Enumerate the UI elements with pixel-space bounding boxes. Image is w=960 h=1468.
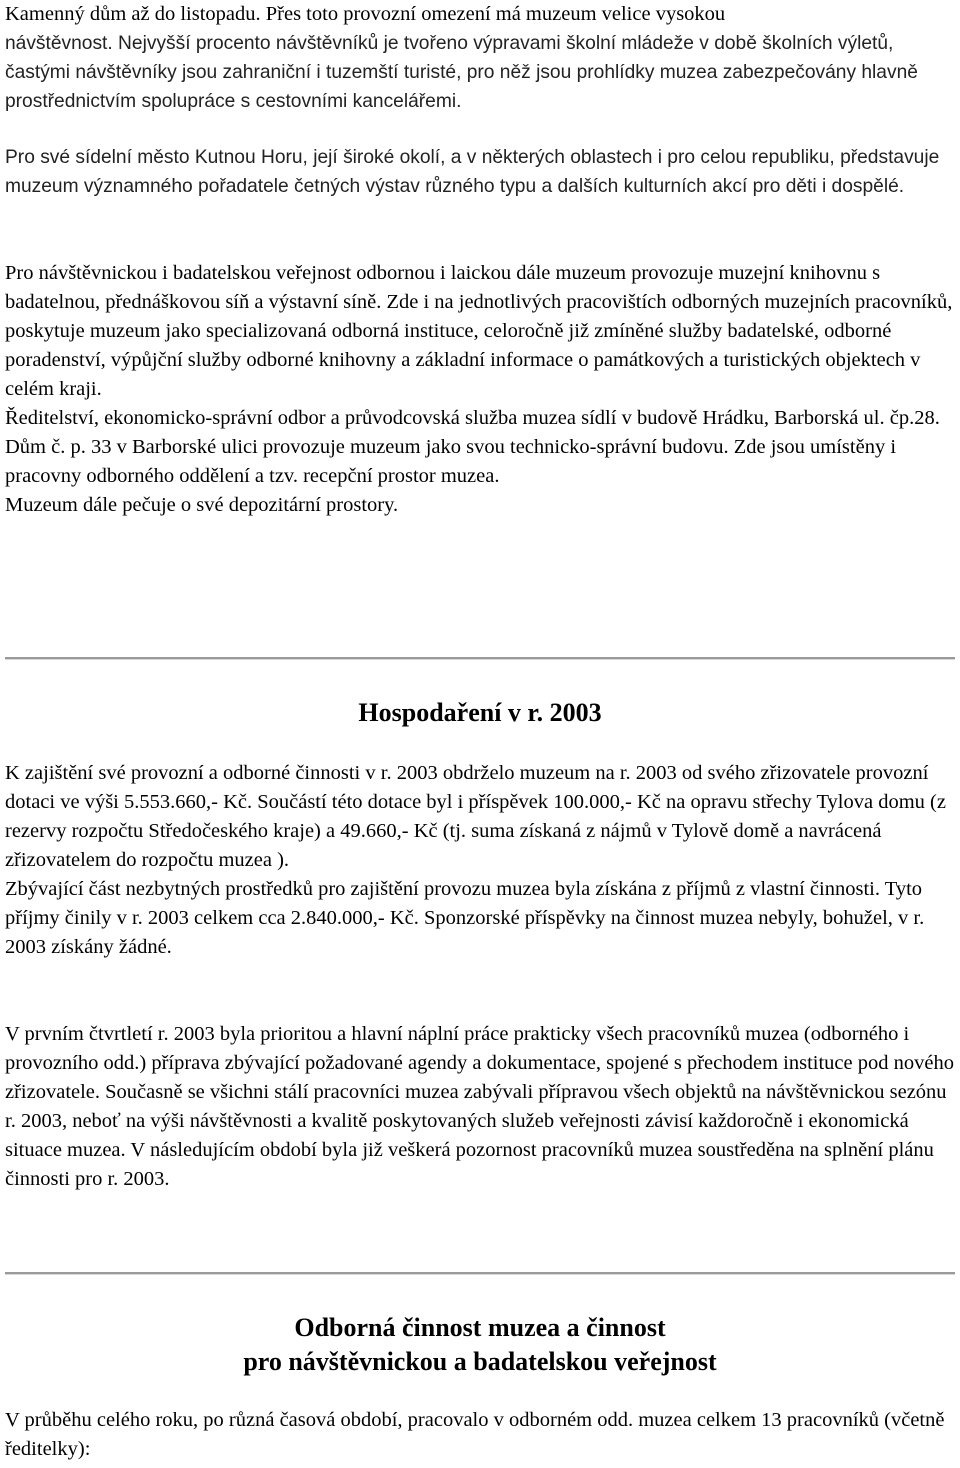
- activity-paragraph-1: V průběhu celého roku, po různá časová období, pracovalo v odborném odd. muzea celkem 13 pracovníků (včetně ředitelky):: [5, 1409, 945, 1460]
- paragraph-house-33: Dům č. p. 33 v Barborské ulici provozuje muzeum jako svou technicko-správní budovu. Zde jsou umístěny i pracovny odborného oddělení a tzv. recepční prostor muzea.: [5, 436, 897, 487]
- paragraph-city: [5, 143, 955, 201]
- section-divider-1: [5, 657, 955, 660]
- section-title-activity-line-2: pro návštěvnickou a badatelskou veřejnost: [243, 1347, 717, 1376]
- section-title-activity-line-1: Odborná činnost muzea a činnost: [294, 1313, 666, 1342]
- section-divider-2: [5, 1272, 955, 1275]
- paragraph-services: [5, 259, 955, 520]
- economy-section: [5, 759, 955, 962]
- economy-paragraph-2: Zbývající část nezbytných prostředků pro zajištění provozu muzea byla získána z příjmů z vlastní činnosti. Tyto příjmy činily v r. 2003 celkem cca 2.840.000,- Kč. Sponzorské příspěvky na činnost muzea nebyly, bohužel, v r. 2003 získány žádné.: [5, 878, 925, 958]
- economy-paragraph-3: V prvním čtvrtletí r. 2003 byla prioritou a hlavní náplní práce prakticky všech pracovníků muzea (odborného i provozního odd.) příprava zbývající požadované agendy a dokumentace, spojené s přechodem instituce pod nového zřizovatele. Současně se všichni stálí pracovníci muzea zabývali přípravou všech objektů na návštěvnickou sezónu r. 2003, neboť na výši návštěvnosti a kvalitě poskytovaných služeb veřejnosti závisí každoročně i ekonomická situace muzea. V následujícím období byla již veškerá pozornost pracovníků muzea soustředěna na splnění plánu činnosti pro r. 2003.: [5, 1023, 954, 1190]
- paragraph-depositories: Muzeum dále pečuje o své depozitární prostory.: [5, 494, 399, 516]
- section-title-economy: Hospodaření v r. 2003: [358, 698, 602, 727]
- intro-continuation: návštěvnost. Nejvyšší procento návštěvníků je tvořeno výpravami školní mládeže v době školních výletů, častými návštěvníky jsou zahraniční i tuzemští turisté, pro něž jsou prohlídky muzea zabezpečovány hlavně prostřednictvím spolupráce s cestovními kancelářemi.: [5, 33, 918, 112]
- intro-line-1: Kamenný dům až do listopadu. Přes toto provozní omezení má muzeum velice vysokou: [5, 3, 726, 25]
- paragraph-directorate: Ředitelství, ekonomicko-správní odbor a průvodcovská služba muzea sídlí v budově Hrádku, Barborská ul. čp.28.: [5, 407, 940, 429]
- intro-paragraph: [5, 0, 955, 116]
- activity-section: [5, 1406, 955, 1464]
- economy-paragraph-1: K zajištění své provozní a odborné činnosti v r. 2003 obdrželo muzeum na r. 2003 od svého zřizovatele provozní dotaci ve výši 5.553.660,- Kč. Součástí této dotace byl i příspěvek 100.000,- Kč na opravu střechy Tylova domu (z rezervy rozpočtu Středočeského kraje) a 49.660,- Kč (tj. suma získaná z nájmů v Tylově domě a navrácená zřizovatelem do rozpočtu muzea ).: [5, 762, 946, 871]
- paragraph-city-text: Pro své sídelní město Kutnou Horu, její široké okolí, a v některých oblastech i pro celou republiku, představuje muzeum významného pořadatele četných výstav různého typu a dalších kulturních akcí pro děti i dospělé.: [5, 147, 940, 197]
- paragraph-services-text: Pro návštěvnickou i badatelskou veřejnost odbornou i laickou dále muzeum provozuje muzejní knihovnu s badatelnou, přednáškovou síň a výstavní síně. Zde i na jednotlivých pracovištích odborných muzejních pracovníků, poskytuje muzeum jako specializovaná odborná instituce, celoročně již zmíněné služby badatelské, odborné poradenství, výpůjční služby odborné knihovny a základní informace o památkových a turistických objektech v celém kraji.: [5, 262, 953, 400]
- economy-paragraph-3-block: [5, 1020, 955, 1194]
